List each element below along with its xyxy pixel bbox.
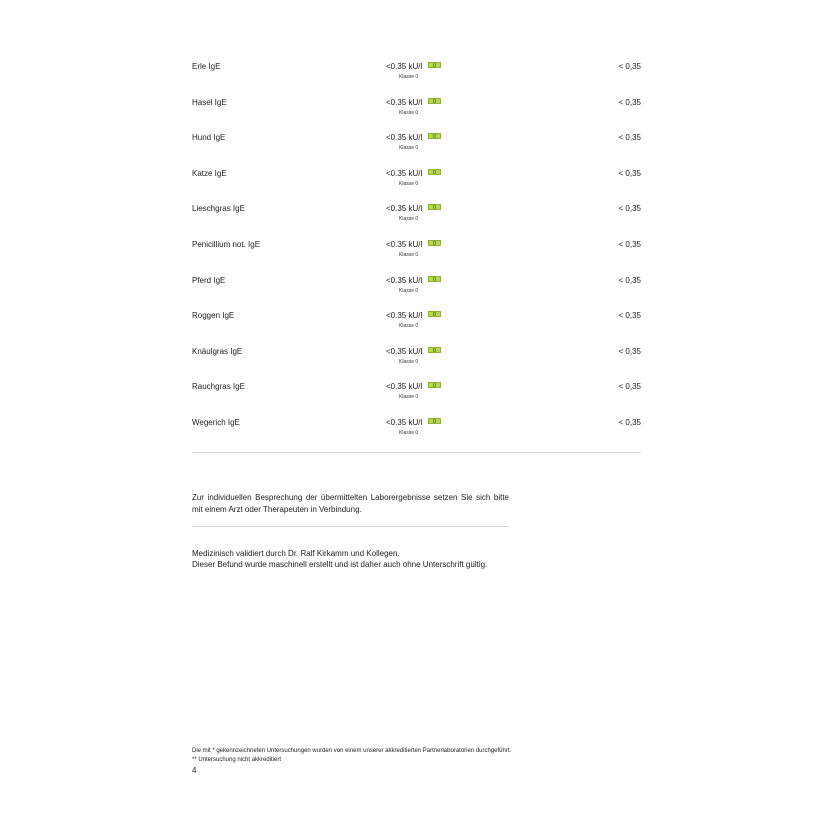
consultation-note: Zur individuellen Besprechung der übermittelten Laborergebnisse setzen Sie sich bitte mit einem Arzt oder Therapeuten in Verbindung.	[192, 493, 509, 514]
class-badge: 0	[428, 347, 441, 353]
test-value: <0.35 kU/l	[386, 97, 423, 107]
divider	[192, 526, 509, 527]
test-name: Lieschgras IgE	[192, 204, 245, 214]
test-name: Hasel IgE	[192, 97, 227, 107]
page-number: 4	[192, 766, 197, 775]
class-badge: 0	[428, 418, 441, 424]
class-label: Klasse 0	[399, 251, 419, 258]
test-name: Erle IgE	[192, 62, 221, 71]
validation-line: Medizinisch validiert durch Dr. Ralf Kirkamm und Kollegen.	[192, 549, 400, 558]
class-label: Klasse 0	[399, 145, 419, 152]
test-name: Pferd IgE	[192, 275, 226, 285]
table-row	[192, 276, 641, 312]
class-label: Klasse 0	[399, 287, 419, 294]
class-badge: 0	[428, 311, 441, 317]
class-label: Klasse 0	[399, 109, 419, 116]
results-list	[192, 62, 641, 454]
test-value: <0.35 kU/l	[386, 311, 423, 321]
test-value: <0.35 kU/l	[386, 168, 423, 178]
class-badge: 0	[428, 276, 441, 282]
reference-range: < 0,35	[618, 204, 641, 214]
class-label: Klasse 0	[399, 216, 419, 223]
test-name: Hund IgE	[192, 133, 226, 143]
test-value: <0.35 kU/l	[386, 417, 423, 427]
reference-range: < 0,35	[618, 382, 641, 392]
reference-range: < 0,35	[618, 239, 641, 249]
class-badge: 0	[428, 240, 441, 246]
table-row	[192, 62, 641, 98]
table-row	[192, 133, 641, 169]
test-name: Roggen IgE	[192, 311, 235, 321]
divider	[192, 452, 641, 453]
reference-range: < 0,35	[618, 97, 641, 107]
reference-range: < 0,35	[618, 62, 641, 71]
table-row	[192, 347, 641, 383]
table-row	[192, 240, 641, 276]
class-label: Klasse 0	[399, 180, 419, 187]
test-name: Penicillium not. IgE	[192, 239, 261, 249]
table-row	[192, 169, 641, 205]
reference-range: < 0,35	[618, 168, 641, 178]
class-label: Klasse 0	[399, 323, 419, 330]
test-value: <0.35 kU/l	[386, 346, 423, 356]
test-name: Rauchgras IgE	[192, 382, 245, 392]
reference-range: < 0,35	[618, 417, 641, 427]
footer-line: ** Untersuchung nicht akkreditiert	[192, 757, 282, 763]
class-badge: 0	[428, 382, 441, 388]
test-value: <0.35 kU/l	[386, 133, 423, 143]
test-value: <0.35 kU/l	[386, 382, 423, 392]
test-name: Wegerich IgE	[192, 417, 240, 427]
reference-range: < 0,35	[618, 133, 641, 143]
class-badge: 0	[428, 62, 441, 68]
class-badge: 0	[428, 169, 441, 175]
test-name: Knäulgras IgE	[192, 346, 243, 356]
test-value: <0.35 kU/l	[386, 239, 423, 249]
class-label: Klasse 0	[399, 358, 419, 365]
class-label: Klasse 0	[399, 429, 419, 436]
test-value: <0.35 kU/l	[386, 204, 423, 214]
reference-range: < 0,35	[618, 311, 641, 321]
table-row	[192, 382, 641, 418]
table-row	[192, 98, 641, 134]
class-badge: 0	[428, 204, 441, 210]
class-badge: 0	[428, 98, 441, 104]
table-row	[192, 418, 641, 454]
class-label: Klasse 0	[399, 74, 419, 80]
reference-range: < 0,35	[618, 346, 641, 356]
reference-range: < 0,35	[618, 275, 641, 285]
footer-line: Die mit * gekennzeichneten Untersuchungen wurden von einem unserer akkreditierten Partnerlaboratorien durchgeführt.	[192, 748, 512, 754]
table-row	[192, 311, 641, 347]
test-value: <0.35 kU/l	[386, 62, 423, 71]
footer-notes	[192, 747, 511, 765]
class-badge: 0	[428, 133, 441, 139]
class-label: Klasse 0	[399, 394, 419, 401]
validation-note	[192, 548, 487, 570]
test-name: Katze IgE	[192, 168, 227, 178]
test-value: <0.35 kU/l	[386, 275, 423, 285]
table-row	[192, 204, 641, 240]
validation-line: Dieser Befund wurde maschinell erstellt und ist daher auch ohne Unterschrift gültig.	[192, 560, 488, 569]
